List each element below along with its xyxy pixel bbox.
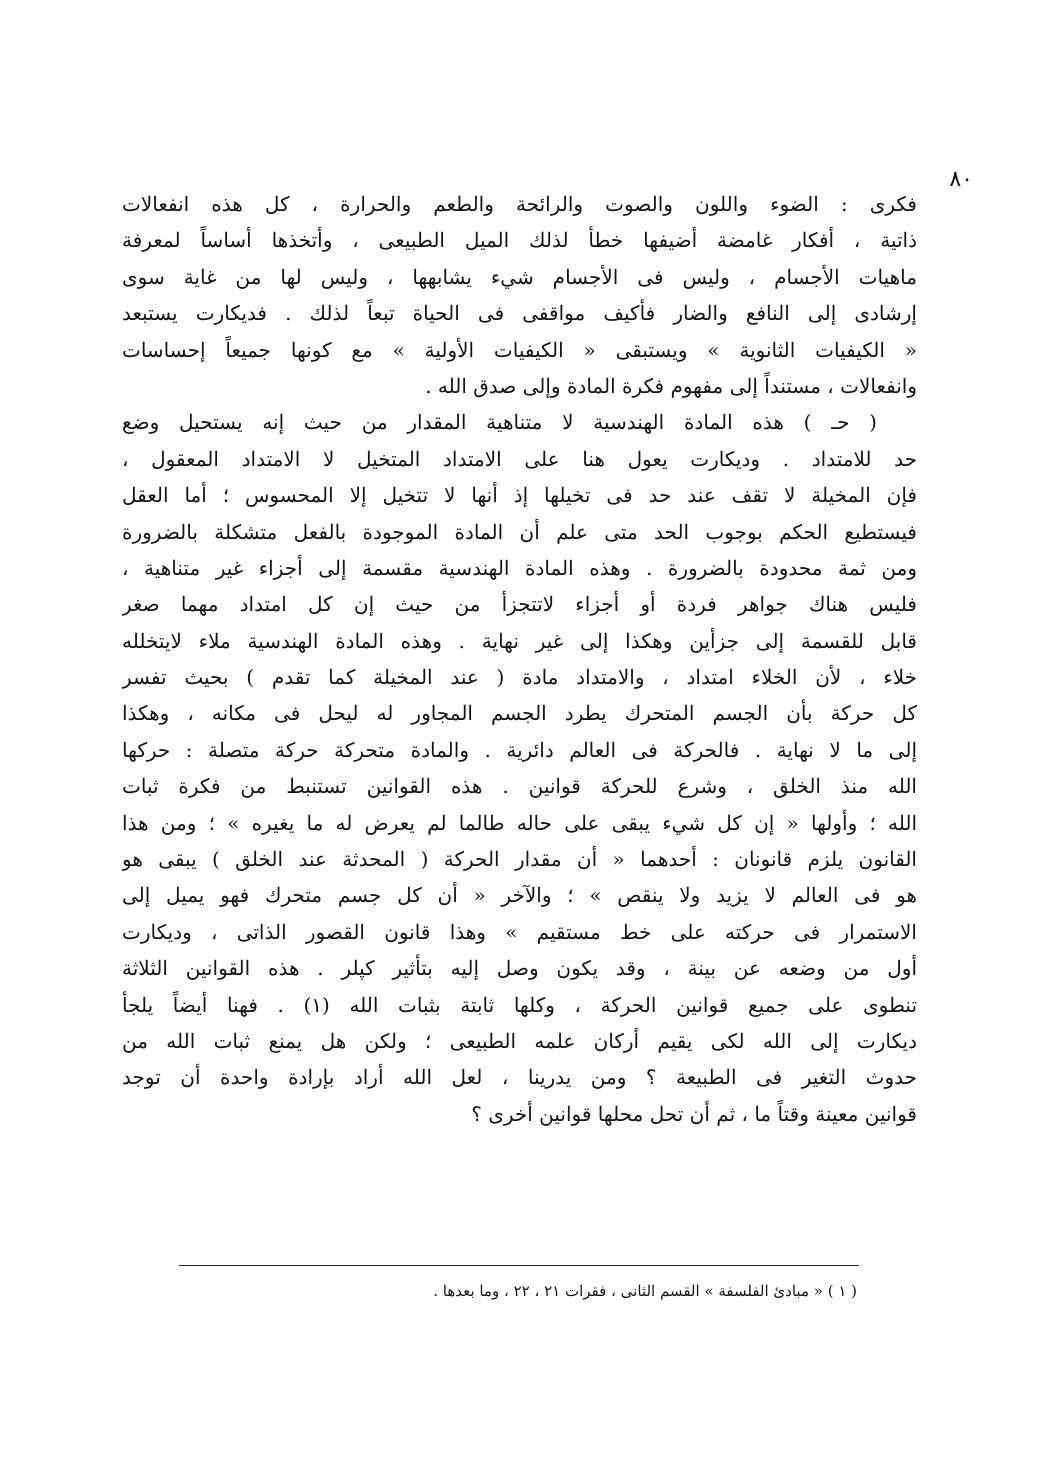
text-line: الاستمرار فى حركته على خط مستقيم » وهذا قانون القصور الذاتى ، وديكارت (122, 919, 917, 944)
text-line: تنطوى على جميع قوانين الحركة ، وكلها ثابتة بثبات الله (١) . فهنا أيضاً يلجأ (122, 992, 917, 1017)
text-line: ماهيات الأجسام ، وليس فى الأجسام شيء يشابهها ، وليس لها من غاية سوى (122, 264, 917, 289)
page-number: ٨٠ (949, 167, 973, 192)
text-line: كل حركة بأن الجسم المتحرك يطرد الجسم المجاور له ليحل فى مكانه ، وهكذا (122, 701, 917, 726)
text-line: حدوث التغير فى الطبيعة ؟ ومن يدرينا ، لعل الله أراد بإرادة واحدة أن توجد (122, 1065, 917, 1090)
text-line: الله منذ الخلق ، وشرع للحركة قوانين . هذه القوانين تستنبط من فكرة ثبات (122, 774, 917, 799)
footnote-divider (179, 1265, 859, 1266)
text-line: أول من وضعه عن بينة ، وقد يكون وصل إليه بتأثير كپلر . هذه القوانين الثلاثة (122, 956, 917, 981)
text-line: خلاء ، لأن الخلاء امتداد ، والامتداد مادة ( عند المخيلة كما تقدم ) بحيث تفسر (122, 665, 917, 690)
text-line: قوانين معينة وقتاً ما ، ثم أن تحل محلها قوانين أخرى ؟ (471, 1101, 917, 1126)
footnote: ( ١ ) « مبادئ الفلسفة » القسم الثانى ، فقرات ٢١ ، ٢٢ ، وما بعدها . (433, 1282, 857, 1300)
text-line: إرشادى إلى النافع والضار فأكيف مواقفى فى الحياة تبعاً لذلك . فديكارت يستبعد (122, 301, 917, 326)
text-line: فيستطيع الحكم بوجوب الحد متى علم أن المادة الموجودة بالفعل متشكلة بالضرورة (122, 519, 917, 544)
text-line: الله ؛ وأولها « إن كل شيء يبقى على حاله طالما لم يعرض له ما يغيره » ؛ ومن هذا (122, 810, 917, 835)
text-line: إلى ما لا نهاية . فالحركة فى العالم دائرية . والمادة متحركة حركة متصلة : حركها (122, 737, 917, 762)
text-line: ديكارت إلى الله لكى يقيم أركان علمه الطبيعى ؛ ولكن هل يمنع ثبات الله من (122, 1028, 917, 1053)
text-line: وانفعالات ، مستنداً إلى مفهوم فكرة المادة وإلى صدق الله . (425, 373, 917, 398)
text-line: ذاتية ، أفكار غامضة أضيفها خطأ لذلك الميل الطبيعى ، وأتخذها أساساً لمعرفة (122, 228, 917, 253)
text-line: حد للامتداد . وديكارت يعول هنا على الامتداد المتخيل لا الامتداد المعقول ، (122, 446, 917, 471)
text-line: فإن المخيلة لا تقف عند حد فى تخيلها إذ أنها لا تتخيل إلا المحسوس ؛ أما العقل (122, 483, 917, 508)
text-line: فكرى : الضوء واللون والصوت والرائحة والطعم والحرارة ، كل هذه انفعالات (122, 192, 917, 216)
text-line: قابل للقسمة إلى جزأين وهكذا إلى غير نهاية . وهذه المادة الهندسية ملاء لايتخلله (122, 628, 917, 653)
text-line: ومن ثمة محدودة بالضرورة . وهذه المادة الهندسية مقسمة إلى أجزاء غير متناهية ، (122, 555, 917, 580)
text-line: القانون يلزم قانونان : أحدهما « أن مقدار الحركة ( المحدثة عند الخلق ) يبقى هو (122, 847, 917, 872)
text-line: فليس هناك جواهر فردة أو أجزاء لاتتجزأ من حيث إن كل امتداد مهما صغر (122, 592, 917, 617)
text-line: هو فى العالم لا يزيد ولا ينقص » ؛ والآخر « أن كل جسم متحرك فهو يميل إلى (122, 883, 917, 908)
body-text (122, 186, 917, 1132)
text-line: ( حـ ) هذه المادة الهندسية لا متناهية المقدار من حيث إنه يستحيل وضع (122, 410, 877, 435)
text-line: « الكيفيات الثانوية » ويستبقى « الكيفيات الأولية » مع كونها جميعاً إحساسات (122, 337, 917, 362)
